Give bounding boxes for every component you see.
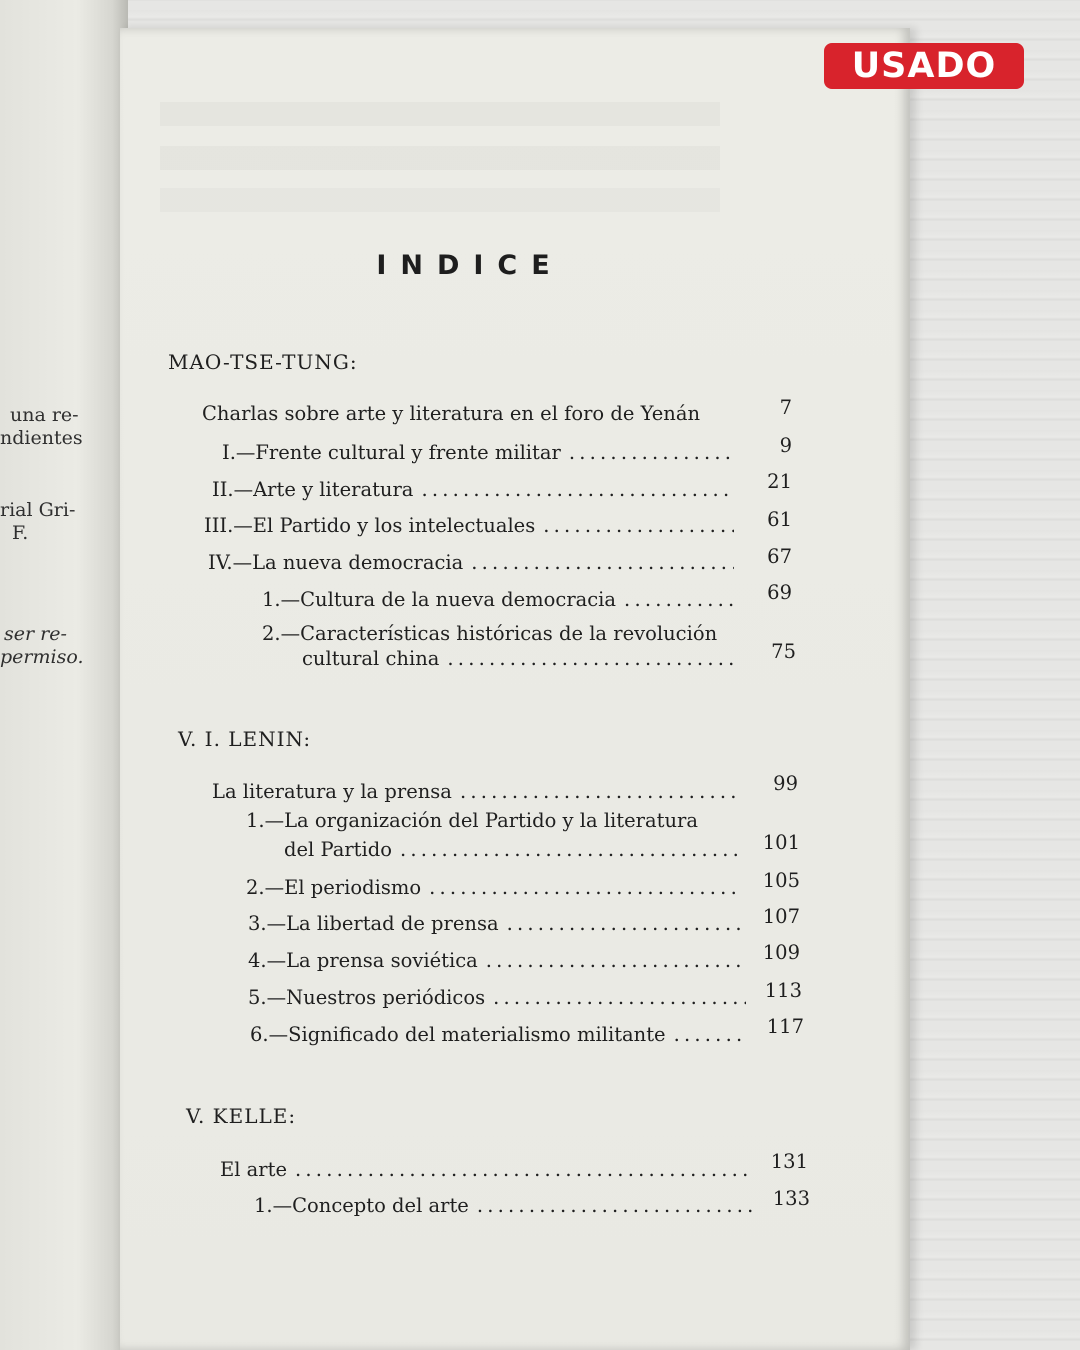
toc-page-number: 113 [764,979,802,1002]
toc-entry-title: I.—Frente cultural y frente militar [222,441,561,464]
leader-dots [507,912,744,935]
toc-entry [262,588,736,611]
toc-entry-title: III.—El Partido y los intelectuales [204,514,536,537]
toc-entry-title: IV.—La nueva democracia [208,551,464,574]
previous-page-text: permiso. [0,646,84,668]
toc-page-number: 117 [766,1015,804,1038]
leader-dots [543,514,734,537]
previous-page-text: F. [12,522,29,544]
toc-entry [204,514,734,537]
toc-entry-title-line: 2.—Características históricas de la revolución [262,622,718,645]
toc-entry-title: 2.—El periodismo [246,876,422,899]
toc-entry [212,780,738,803]
toc-entry [208,551,734,574]
leader-dots [429,876,742,899]
toc-entry-title: II.—Arte y literatura [212,478,414,501]
toc-entry [222,441,736,464]
previous-page [0,0,128,1350]
used-condition-badge: USADO [824,43,1024,89]
leader-dots [624,588,736,611]
toc-entry-title: 3.—La libertad de prensa [248,912,499,935]
previous-page-text: ser re- [4,623,67,645]
toc-entry-title: 1.—Cultura de la nueva democracia [262,588,617,611]
bleed-through-decoration [160,102,720,126]
toc-page-number: 61 [767,508,792,531]
toc-entry [220,1158,752,1181]
page-title: INDICE [376,250,564,281]
leader-dots [421,478,734,501]
toc-entry [248,986,746,1009]
leader-dots [471,551,734,574]
bleed-through-decoration [160,146,720,170]
toc-entry [284,838,740,861]
section-author: MAO-TSE-TUNG: [168,350,358,374]
toc-entry [248,949,744,972]
toc-page-number: 99 [773,772,798,795]
toc-entry-title: El arte [220,1158,287,1181]
section-author: V. I. LENIN: [178,727,312,751]
toc-entry [246,876,742,899]
leader-dots [447,647,736,670]
leader-dots [477,1194,754,1217]
toc-entry [254,1194,754,1217]
toc-entry-title: 1.—Concepto del arte [254,1194,469,1217]
toc-entry [302,647,736,670]
leader-dots [493,986,746,1009]
index-page [120,28,910,1350]
toc-page-number: 7 [779,396,792,419]
toc-entry [248,912,744,935]
toc-entry-title-line: 1.—La organización del Partido y la literatura [246,809,698,832]
toc-entry [250,1023,748,1046]
toc-entry-title: 5.—Nuestros periódicos [248,986,486,1009]
toc-page-number: 21 [767,470,792,493]
toc-page-number: 9 [779,434,792,457]
toc-entry [212,478,734,501]
toc-page-number: 75 [771,640,796,663]
leader-dots [486,949,744,972]
leader-dots [400,838,740,861]
leader-dots [460,780,738,803]
toc-entry-title: 6.—Significado del materialismo militante [250,1023,666,1046]
section-author: V. KELLE: [186,1104,297,1128]
leader-dots [295,1158,752,1181]
toc-entry-title: La literatura y la prensa [212,780,452,803]
toc-entry-title: cultural china [302,647,440,670]
toc-page-number: 101 [762,831,800,854]
toc-page-number: 67 [767,545,792,568]
toc-page-number: 133 [772,1187,810,1210]
toc-page-number: 69 [767,581,792,604]
leader-dots [569,441,736,464]
toc-entry-title: del Partido [284,838,392,861]
bleed-through-decoration [160,188,720,212]
previous-page-text: rial Gri- [0,499,76,521]
previous-page-text: ndientes [0,427,83,449]
leader-dots [674,1023,748,1046]
toc-page-number: 105 [762,869,800,892]
toc-page-number: 131 [770,1150,808,1173]
toc-entry-title: Charlas sobre arte y literatura en el foro de Yenán [202,402,701,425]
toc-page-number: 109 [762,941,800,964]
toc-page-number: 107 [762,905,800,928]
toc-entry-title: 4.—La prensa soviética [248,949,478,972]
previous-page-text: una re- [10,404,79,426]
toc-entry [202,402,762,425]
